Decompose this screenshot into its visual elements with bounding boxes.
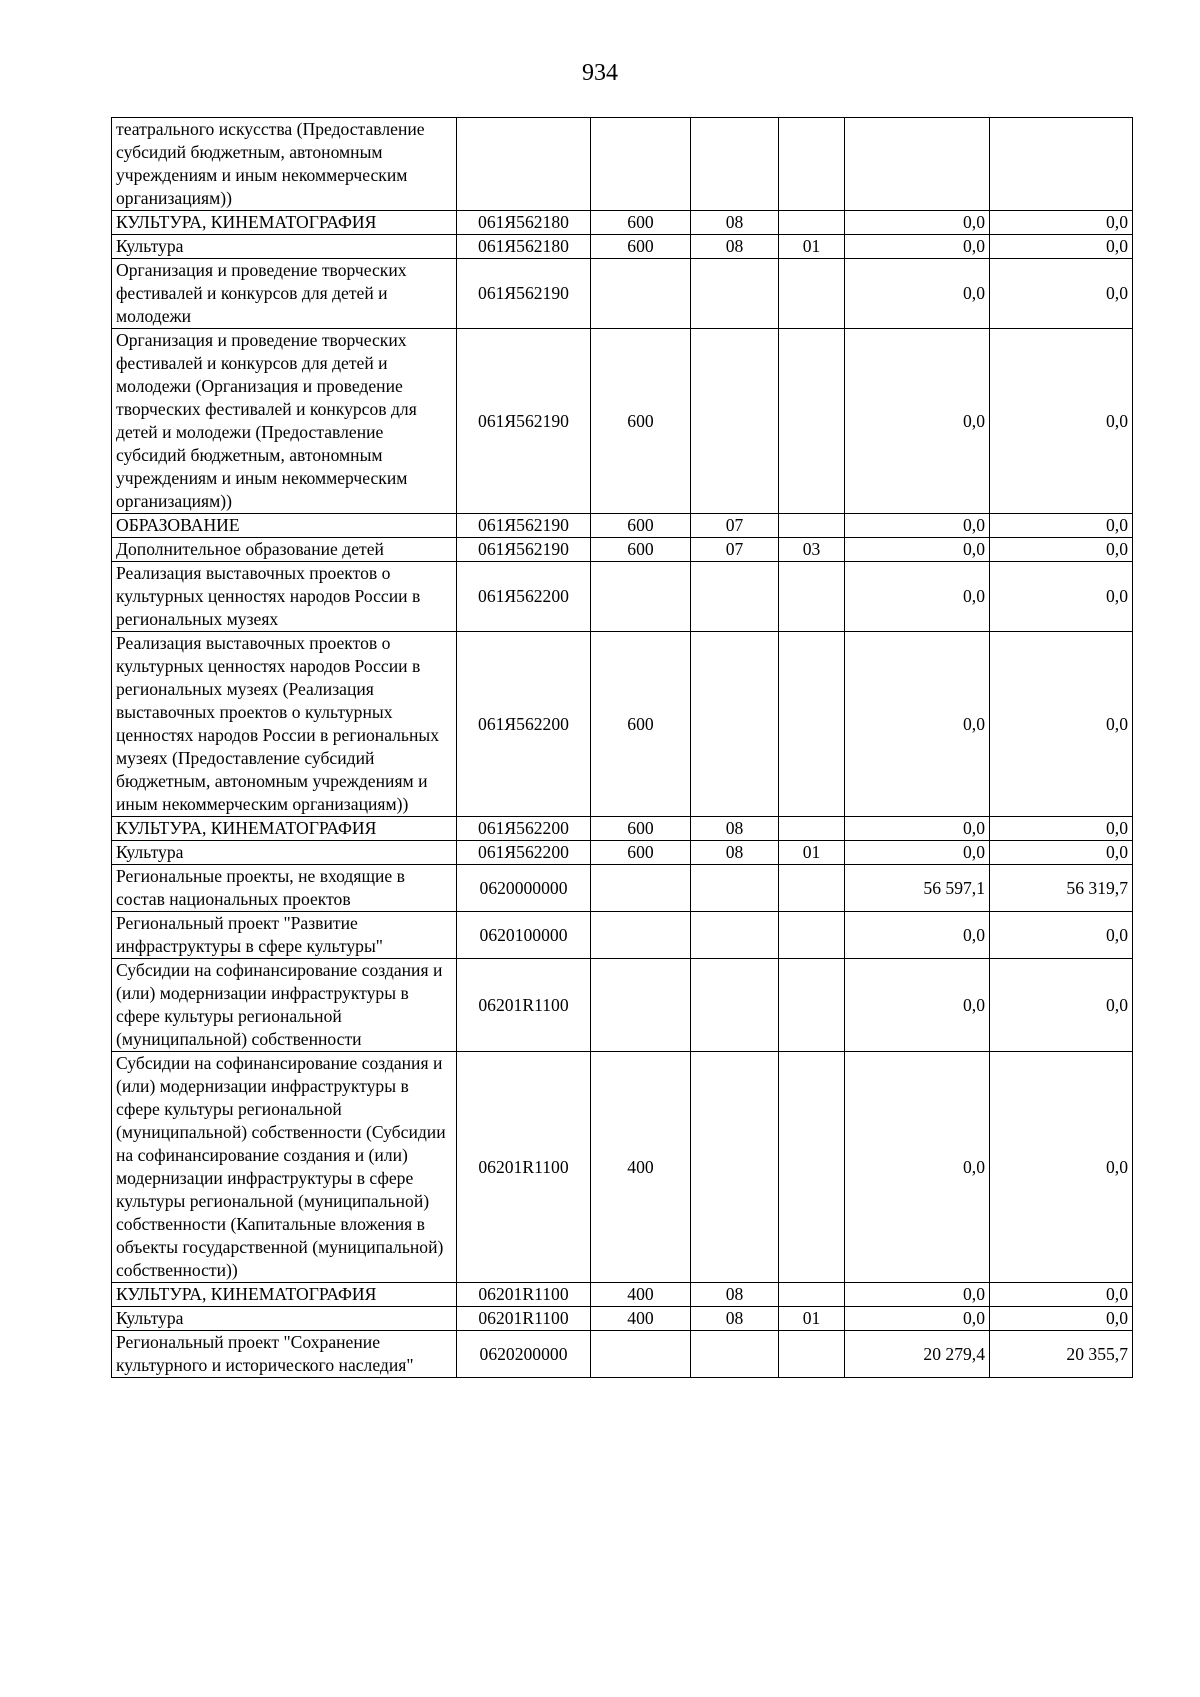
row-sum2-cell: 0,0 bbox=[990, 959, 1133, 1052]
row-sum1-cell: 0,0 bbox=[845, 841, 990, 865]
row-sum1-cell: 56 597,1 bbox=[845, 865, 990, 912]
row-code-cell: 061Я562200 bbox=[457, 817, 591, 841]
table-row bbox=[112, 632, 1133, 817]
row-rz-cell: 08 bbox=[691, 235, 779, 259]
row-sum2-cell: 0,0 bbox=[990, 632, 1133, 817]
row-vr-cell bbox=[591, 865, 691, 912]
row-sum2-cell: 20 355,7 bbox=[990, 1331, 1133, 1378]
row-vr-cell: 600 bbox=[591, 514, 691, 538]
row-name-cell: Региональный проект "Сохранение культурного и исторического наследия" bbox=[112, 1331, 457, 1378]
row-sum2-cell: 0,0 bbox=[990, 1052, 1133, 1283]
row-pr-cell bbox=[779, 259, 845, 329]
row-code-cell: 061Я562180 bbox=[457, 235, 591, 259]
table-row bbox=[112, 514, 1133, 538]
row-sum1-cell: 0,0 bbox=[845, 817, 990, 841]
row-code-cell: 061Я562190 bbox=[457, 329, 591, 514]
row-sum2-cell: 56 319,7 bbox=[990, 865, 1133, 912]
row-sum1-cell: 20 279,4 bbox=[845, 1331, 990, 1378]
row-pr-cell bbox=[779, 1283, 845, 1307]
row-vr-cell: 600 bbox=[591, 632, 691, 817]
table-row bbox=[112, 1052, 1133, 1283]
table-row bbox=[112, 562, 1133, 632]
row-pr-cell bbox=[779, 514, 845, 538]
row-name-cell: КУЛЬТУРА, КИНЕМАТОГРАФИЯ bbox=[112, 817, 457, 841]
row-sum1-cell: 0,0 bbox=[845, 538, 990, 562]
row-pr-cell bbox=[779, 817, 845, 841]
row-code-cell: 06201R1100 bbox=[457, 1052, 591, 1283]
row-code-cell: 061Я562200 bbox=[457, 632, 591, 817]
page-number: 934 bbox=[582, 60, 618, 86]
row-rz-cell bbox=[691, 118, 779, 211]
budget-table-body bbox=[112, 118, 1133, 1378]
row-code-cell: 061Я562180 bbox=[457, 211, 591, 235]
row-name-cell: КУЛЬТУРА, КИНЕМАТОГРАФИЯ bbox=[112, 211, 457, 235]
row-vr-cell: 600 bbox=[591, 211, 691, 235]
table-row bbox=[112, 1331, 1133, 1378]
row-name-cell: театрального искусства (Предоставление субсидий бюджетным, автономным учреждениям и иным некоммерческим организациям)) bbox=[112, 118, 457, 211]
table-row bbox=[112, 235, 1133, 259]
row-name-cell: Дополнительное образование детей bbox=[112, 538, 457, 562]
row-name-cell: Организация и проведение творческих фестивалей и конкурсов для детей и молодежи (Организация и проведение творческих фестивалей и конкурсов для детей и молодежи (Предоставление субсидий бюджетным, автономным учреждениям и иным некоммерческим организациям)) bbox=[112, 329, 457, 514]
row-vr-cell bbox=[591, 259, 691, 329]
row-sum1-cell: 0,0 bbox=[845, 632, 990, 817]
row-pr-cell: 01 bbox=[779, 235, 845, 259]
row-pr-cell bbox=[779, 865, 845, 912]
row-vr-cell: 600 bbox=[591, 817, 691, 841]
row-pr-cell bbox=[779, 118, 845, 211]
row-sum1-cell: 0,0 bbox=[845, 329, 990, 514]
row-vr-cell: 600 bbox=[591, 841, 691, 865]
row-sum1-cell: 0,0 bbox=[845, 1307, 990, 1331]
row-rz-cell: 08 bbox=[691, 817, 779, 841]
table-row bbox=[112, 865, 1133, 912]
row-sum2-cell: 0,0 bbox=[990, 211, 1133, 235]
row-sum2-cell: 0,0 bbox=[990, 562, 1133, 632]
row-rz-cell: 08 bbox=[691, 211, 779, 235]
row-name-cell: Субсидии на софинансирование создания и (или) модернизации инфраструктуры в сфере культуры региональной (муниципальной) собственности bbox=[112, 959, 457, 1052]
table-row bbox=[112, 538, 1133, 562]
table-row bbox=[112, 259, 1133, 329]
table-row bbox=[112, 1307, 1133, 1331]
row-vr-cell bbox=[591, 912, 691, 959]
row-rz-cell: 08 bbox=[691, 1283, 779, 1307]
row-sum2-cell bbox=[990, 118, 1133, 211]
row-vr-cell: 400 bbox=[591, 1052, 691, 1283]
row-pr-cell bbox=[779, 632, 845, 817]
row-pr-cell bbox=[779, 211, 845, 235]
row-pr-cell bbox=[779, 562, 845, 632]
row-vr-cell: 400 bbox=[591, 1283, 691, 1307]
row-name-cell: Культура bbox=[112, 235, 457, 259]
row-sum2-cell: 0,0 bbox=[990, 538, 1133, 562]
row-rz-cell bbox=[691, 1052, 779, 1283]
row-sum2-cell: 0,0 bbox=[990, 329, 1133, 514]
row-rz-cell bbox=[691, 329, 779, 514]
row-rz-cell: 08 bbox=[691, 841, 779, 865]
row-vr-cell bbox=[591, 1331, 691, 1378]
row-sum1-cell: 0,0 bbox=[845, 235, 990, 259]
row-code-cell: 061Я562190 bbox=[457, 538, 591, 562]
row-code-cell: 0620000000 bbox=[457, 865, 591, 912]
budget-table bbox=[111, 117, 1133, 1378]
row-code-cell: 061Я562200 bbox=[457, 841, 591, 865]
row-sum1-cell: 0,0 bbox=[845, 514, 990, 538]
row-rz-cell bbox=[691, 959, 779, 1052]
row-name-cell: Региональный проект "Развитие инфраструктуры в сфере культуры" bbox=[112, 912, 457, 959]
row-name-cell: Реализация выставочных проектов о культурных ценностях народов России в региональных музеях (Реализация выставочных проектов о культурных ценностях народов России в региональных музеях (Предоставление субсидий бюджетным, автономным учреждениям и иным некоммерческим организациям)) bbox=[112, 632, 457, 817]
row-sum1-cell: 0,0 bbox=[845, 1052, 990, 1283]
row-pr-cell: 03 bbox=[779, 538, 845, 562]
row-vr-cell bbox=[591, 959, 691, 1052]
row-vr-cell: 400 bbox=[591, 1307, 691, 1331]
row-sum1-cell: 0,0 bbox=[845, 259, 990, 329]
table-row bbox=[112, 118, 1133, 211]
table-row bbox=[112, 912, 1133, 959]
row-code-cell: 06201R1100 bbox=[457, 959, 591, 1052]
row-sum2-cell: 0,0 bbox=[990, 817, 1133, 841]
row-name-cell: Региональные проекты, не входящие в состав национальных проектов bbox=[112, 865, 457, 912]
row-rz-cell bbox=[691, 259, 779, 329]
row-name-cell: ОБРАЗОВАНИЕ bbox=[112, 514, 457, 538]
table-row bbox=[112, 1283, 1133, 1307]
row-sum2-cell: 0,0 bbox=[990, 259, 1133, 329]
row-sum1-cell bbox=[845, 118, 990, 211]
row-name-cell: Реализация выставочных проектов о культурных ценностях народов России в региональных музеях bbox=[112, 562, 457, 632]
row-pr-cell: 01 bbox=[779, 841, 845, 865]
row-name-cell: Субсидии на софинансирование создания и (или) модернизации инфраструктуры в сфере культуры региональной (муниципальной) собственности (Субсидии на софинансирование создания и (или) модернизации инфраструктуры в сфере культуры региональной (муниципальной) собственности (Капитальные вложения в объекты государственной (муниципальной) собственности)) bbox=[112, 1052, 457, 1283]
row-vr-cell: 600 bbox=[591, 329, 691, 514]
row-rz-cell bbox=[691, 632, 779, 817]
row-vr-cell: 600 bbox=[591, 538, 691, 562]
row-sum2-cell: 0,0 bbox=[990, 841, 1133, 865]
row-rz-cell bbox=[691, 865, 779, 912]
row-code-cell: 0620100000 bbox=[457, 912, 591, 959]
table-row bbox=[112, 841, 1133, 865]
row-name-cell: Культура bbox=[112, 1307, 457, 1331]
row-sum1-cell: 0,0 bbox=[845, 912, 990, 959]
row-vr-cell bbox=[591, 118, 691, 211]
row-vr-cell: 600 bbox=[591, 235, 691, 259]
row-code-cell: 0620200000 bbox=[457, 1331, 591, 1378]
row-code-cell: 061Я562190 bbox=[457, 259, 591, 329]
table-row bbox=[112, 817, 1133, 841]
row-name-cell: Культура bbox=[112, 841, 457, 865]
row-rz-cell: 07 bbox=[691, 514, 779, 538]
row-code-cell: 061Я562200 bbox=[457, 562, 591, 632]
row-name-cell: Организация и проведение творческих фестивалей и конкурсов для детей и молодежи bbox=[112, 259, 457, 329]
row-rz-cell bbox=[691, 912, 779, 959]
row-sum2-cell: 0,0 bbox=[990, 1283, 1133, 1307]
row-code-cell: 06201R1100 bbox=[457, 1307, 591, 1331]
row-code-cell: 061Я562190 bbox=[457, 514, 591, 538]
row-rz-cell: 07 bbox=[691, 538, 779, 562]
row-sum2-cell: 0,0 bbox=[990, 514, 1133, 538]
row-pr-cell bbox=[779, 1052, 845, 1283]
row-pr-cell bbox=[779, 912, 845, 959]
row-vr-cell bbox=[591, 562, 691, 632]
table-row bbox=[112, 211, 1133, 235]
table-row bbox=[112, 329, 1133, 514]
row-code-cell bbox=[457, 118, 591, 211]
row-pr-cell bbox=[779, 959, 845, 1052]
row-name-cell: КУЛЬТУРА, КИНЕМАТОГРАФИЯ bbox=[112, 1283, 457, 1307]
row-sum1-cell: 0,0 bbox=[845, 562, 990, 632]
row-rz-cell bbox=[691, 1331, 779, 1378]
row-sum2-cell: 0,0 bbox=[990, 912, 1133, 959]
row-code-cell: 06201R1100 bbox=[457, 1283, 591, 1307]
row-sum2-cell: 0,0 bbox=[990, 1307, 1133, 1331]
row-sum1-cell: 0,0 bbox=[845, 211, 990, 235]
row-sum1-cell: 0,0 bbox=[845, 959, 990, 1052]
table-row bbox=[112, 959, 1133, 1052]
row-rz-cell bbox=[691, 562, 779, 632]
row-pr-cell: 01 bbox=[779, 1307, 845, 1331]
row-rz-cell: 08 bbox=[691, 1307, 779, 1331]
row-pr-cell bbox=[779, 329, 845, 514]
row-sum1-cell: 0,0 bbox=[845, 1283, 990, 1307]
row-pr-cell bbox=[779, 1331, 845, 1378]
row-sum2-cell: 0,0 bbox=[990, 235, 1133, 259]
